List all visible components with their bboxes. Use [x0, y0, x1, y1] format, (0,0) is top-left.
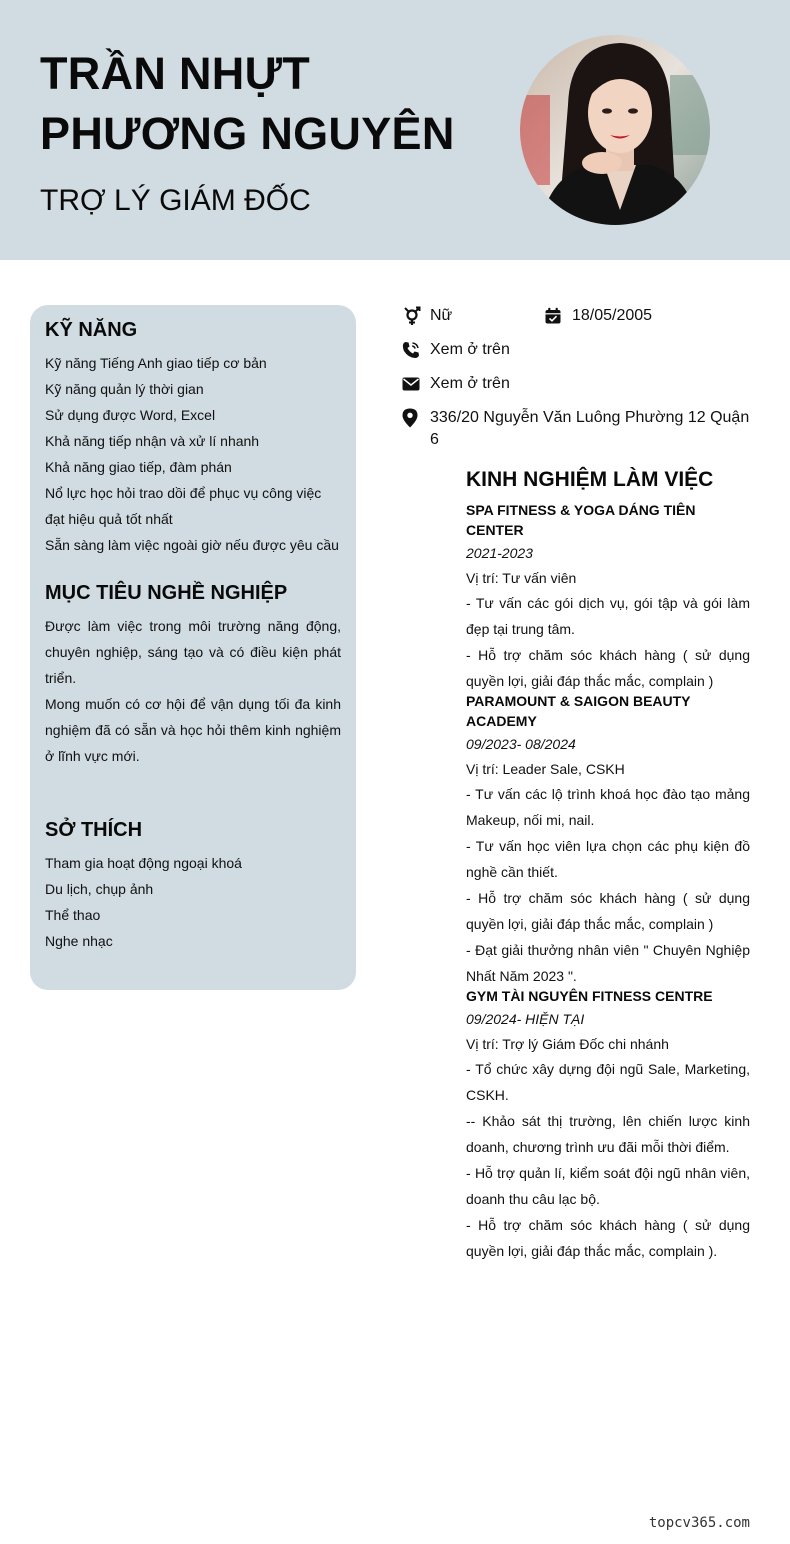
list-item: - Tổ chức xây dựng đội ngũ Sale, Marketing, CSKH.: [466, 1061, 750, 1103]
list-item: đạt hiệu quả tốt nhất: [45, 511, 173, 527]
address-row: [402, 407, 752, 451]
job-period: 2021-2023: [466, 545, 533, 561]
job-details: [466, 590, 750, 694]
job-details: [466, 781, 750, 989]
phone-value: Xem ở trên: [430, 341, 510, 358]
phone-row: [402, 339, 510, 361]
list-item: - Đạt giải thưởng nhân viên " Chuyên Nghiệp Nhất Năm 2023 ".: [466, 942, 750, 984]
gender-icon: [402, 305, 422, 327]
list-item: Sẵn sàng làm việc ngoài giờ nếu được yêu cầu: [45, 537, 339, 553]
job-entry: [466, 691, 750, 989]
list-item: Khả năng tiếp nhận và xử lí nhanh: [45, 433, 260, 449]
job-position: Vị trí: Trợ lý Giám Đốc chi nhánh: [466, 1036, 669, 1052]
list-item: - Tư vấn các gói dịch vụ, gói tập và gói làm đẹp tại trung tâm.: [466, 595, 750, 637]
watermark: topcv365.com: [648, 1515, 750, 1531]
birthday-row: [544, 305, 652, 327]
job-period: 09/2023- 08/2024: [466, 736, 576, 752]
company-name: GYM TÀI NGUYÊN FITNESS CENTRE: [466, 988, 713, 1004]
job-position: Vị trí: Leader Sale, CSKH: [466, 761, 625, 777]
list-item: Sử dụng được Word, Excel: [45, 407, 216, 423]
birthday-value: 18/05/2005: [572, 307, 653, 324]
list-item: - Hỗ trợ quản lí, kiểm soát đội ngũ nhân viên, doanh thu câu lạc bộ.: [466, 1165, 750, 1207]
job-title: TRỢ LÝ GIÁM ĐỐC: [40, 184, 311, 217]
objective-paragraph-2: Mong muốn có cơ hội để vận dụng tối đa kinh nghiệm đã có sẵn và học hỏi thêm kinh nghiệm ở lĩnh vực mới.: [45, 696, 341, 764]
experience-heading: KINH NGHIỆM LÀM VIỆC: [466, 468, 714, 491]
list-item: - Hỗ trợ chăm sóc khách hàng ( sử dụng quyền lợi, giải đáp thắc mắc, complain ): [466, 647, 750, 689]
avatar: [520, 35, 710, 225]
skills-heading: KỸ NĂNG: [45, 319, 138, 341]
candidate-name: [40, 44, 455, 164]
job-entry: [466, 500, 750, 694]
list-item: Nổ lực học hỏi trao dồi để phục vụ công việc: [45, 485, 322, 501]
phone-icon: [402, 339, 422, 361]
header-banner: [0, 0, 790, 260]
skills-list: [45, 350, 345, 558]
name-line-2: PHƯƠNG NGUYÊN: [40, 108, 455, 159]
list-item: Tham gia hoạt động ngoại khoá: [45, 855, 242, 871]
job-entry: [466, 986, 750, 1264]
list-item: Nghe nhạc: [45, 933, 113, 949]
calendar-icon: [544, 305, 564, 327]
job-period: 09/2024- HIỆN TẠI: [466, 1011, 585, 1027]
list-item: - Tư vấn các lộ trình khoá học đào tạo mảng Makeup, nối mi, nail.: [466, 786, 750, 828]
objective-heading: MỤC TIÊU NGHỀ NGHIỆP: [45, 582, 288, 604]
list-item: Kỹ năng quản lý thời gian: [45, 381, 204, 397]
list-item: - Hỗ trợ chăm sóc khách hàng ( sử dụng quyền lợi, giải đáp thắc mắc, complain ): [466, 890, 750, 932]
envelope-icon: [402, 373, 422, 395]
address-value: 336/20 Nguyễn Văn Luông Phường 12 Quận 6: [430, 409, 750, 448]
list-item: Thể thao: [45, 907, 101, 923]
email-value: Xem ở trên: [430, 375, 510, 392]
list-item: Du lịch, chụp ảnh: [45, 881, 154, 897]
list-item: Kỹ năng Tiếng Anh giao tiếp cơ bản: [45, 355, 267, 371]
list-item: Khả năng giao tiếp, đàm phán: [45, 459, 232, 475]
email-row: [402, 373, 510, 395]
list-item: -- Khảo sát thị trường, lên chiến lược kinh doanh, chương trình ưu đãi mỗi thời điểm.: [466, 1113, 750, 1155]
gender-value: Nữ: [430, 307, 453, 324]
list-item: - Tư vấn học viên lựa chọn các phụ kiện đồ nghề cần thiết.: [466, 838, 750, 880]
map-pin-icon: [402, 407, 422, 429]
name-line-1: TRẦN NHỰT: [40, 48, 310, 99]
job-details: [466, 1056, 750, 1264]
objective-paragraph-1: Được làm việc trong môi trường năng động, chuyên nghiệp, sáng tạo và có điều kiện phát triển.: [45, 618, 341, 686]
hobbies-heading: SỞ THÍCH: [45, 819, 143, 841]
job-position: Vị trí: Tư vấn viên: [466, 570, 577, 586]
list-item: - Hỗ trợ chăm sóc khách hàng ( sử dụng quyền lợi, giải đáp thắc mắc, complain ).: [466, 1217, 750, 1259]
hobbies-list: [45, 850, 345, 954]
company-name: SPA FITNESS & YOGA DÁNG TIÊN CENTER: [466, 502, 696, 538]
company-name: PARAMOUNT & SAIGON BEAUTY ACADEMY: [466, 693, 691, 729]
gender-row: [402, 305, 452, 327]
